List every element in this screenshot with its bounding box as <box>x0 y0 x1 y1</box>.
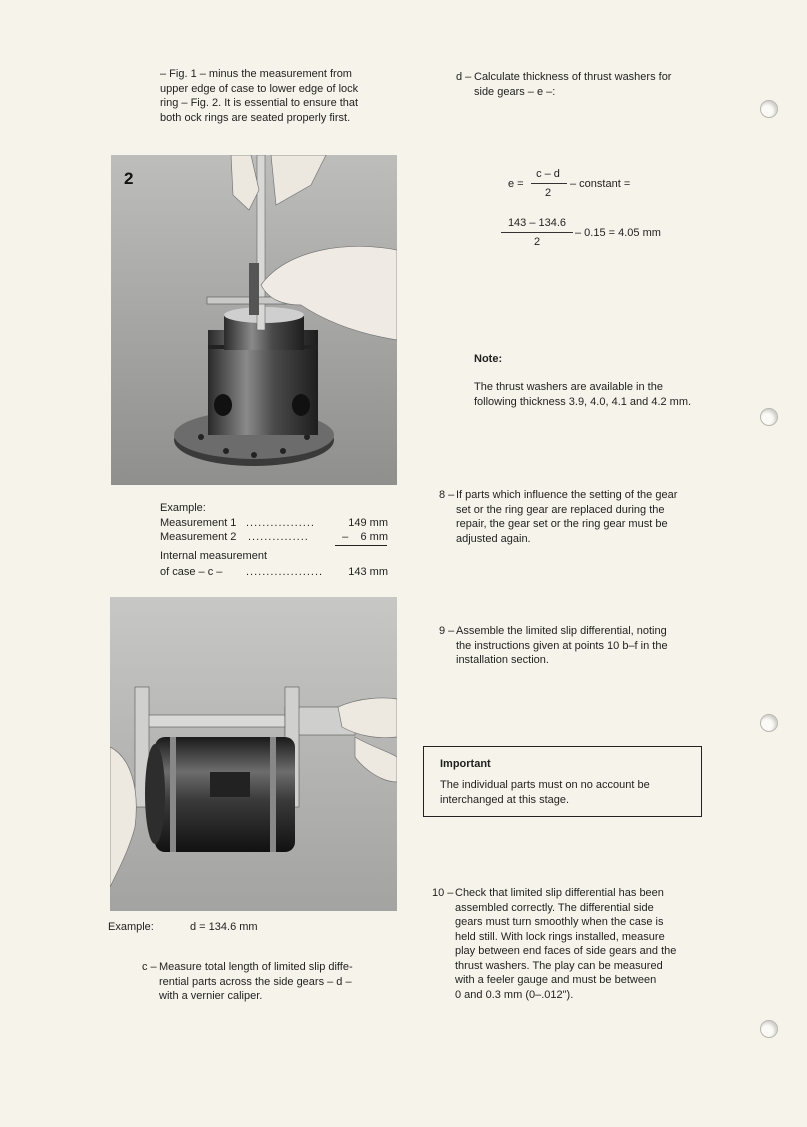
text-line: the instructions given at points 10 b–f in the <box>456 639 668 652</box>
binder-hole <box>760 1020 778 1038</box>
text-line: adjusted again. <box>456 532 531 545</box>
text-line: Check that limited slip differential has been <box>455 887 664 899</box>
note-text <box>474 380 704 409</box>
text-line: Calculate thickness of thrust washers for <box>474 71 672 83</box>
text-line: repair, the gear set or the ring gear must be <box>456 518 668 530</box>
formula-lhs: e = <box>508 178 524 190</box>
text-line: assembled correctly. The differential side <box>455 901 654 914</box>
text-line: thrust washers. The play can be measured <box>455 959 663 972</box>
measurement-1-row <box>160 516 390 531</box>
text-line: interchanged at this stage. <box>440 793 570 806</box>
leader-dots: ............... <box>248 531 309 543</box>
step-10-prefix: 10 – <box>432 887 454 899</box>
text-line: – Fig. 1 – minus the measurement from <box>160 68 352 80</box>
leader-dots: ................... <box>246 566 324 578</box>
text-line: set or the ring gear are replaced during the <box>456 503 665 516</box>
step-8-prefix: 8 – <box>439 489 455 501</box>
fraction-bar <box>501 232 573 233</box>
text-line: 0 and 0.3 mm (0–.012"). <box>455 988 574 1001</box>
formula-numerator-2: 143 – 134.6 <box>507 217 567 229</box>
text-line: The thrust washers are available in the <box>474 381 663 393</box>
step-d-text <box>474 70 704 99</box>
formula-numerator: c – d <box>536 168 560 180</box>
note-heading: Note: <box>474 353 503 365</box>
text-line: play between end faces of side gears and the <box>455 945 677 957</box>
measurement-1-label: Measurement 1 <box>160 516 237 529</box>
example-2-label: Example: <box>108 921 154 933</box>
step-9-prefix: 9 – <box>439 625 455 637</box>
measurement-2-row <box>160 530 390 545</box>
sum-rule <box>335 545 387 546</box>
measurement-2-value: – 6 mm <box>342 531 388 543</box>
step-10-text <box>455 886 701 1002</box>
leader-dots: ................. <box>246 516 315 529</box>
binder-hole <box>760 100 778 118</box>
step-c-prefix: c – <box>142 961 157 973</box>
depth-gauge-measurement-illustration <box>111 155 397 485</box>
text-line: Measure total length of limited slip diffe- <box>159 961 353 973</box>
intro-paragraph <box>160 67 389 125</box>
text-line: with a vernier caliper. <box>159 990 263 1002</box>
vernier-caliper-illustration <box>110 597 397 911</box>
text-line: both ock rings are seated properly first. <box>160 111 351 124</box>
text-line: If parts which influence the setting of the gear <box>456 489 678 501</box>
measurement-2-label: Measurement 2 <box>160 531 237 543</box>
caliper-photo <box>110 597 397 911</box>
case-measurement-row <box>160 565 390 580</box>
binder-hole <box>760 408 778 426</box>
important-box <box>423 746 702 817</box>
step-d-prefix: d – <box>456 71 472 83</box>
case-value: 143 mm <box>348 566 388 578</box>
figure-2-photo <box>111 155 397 485</box>
binder-hole <box>760 714 778 732</box>
important-heading: Important <box>440 758 491 770</box>
formula-denominator: 2 <box>544 187 552 199</box>
text-line: held still. With lock rings installed, measure <box>455 930 665 943</box>
fraction-bar <box>531 183 567 184</box>
important-text <box>440 778 686 807</box>
internal-measurement-label: Internal measurement <box>160 549 267 562</box>
text-line: with a feeler gauge and must be between <box>455 974 657 986</box>
step-c-text <box>159 960 387 1004</box>
measurement-1-value: 149 mm <box>348 516 388 529</box>
figure-number: 2 <box>124 169 134 188</box>
text-line: installation section. <box>456 654 549 666</box>
step-9-text <box>456 624 702 668</box>
formula-denominator-2: 2 <box>533 236 541 248</box>
formula-rhs: – constant = <box>570 178 631 190</box>
text-line: ring – Fig. 2. It is essential to ensure that <box>160 97 359 109</box>
text-line: gears must turn smoothly when the case is <box>455 916 664 928</box>
text-line: side gears – e –: <box>474 85 556 98</box>
example-measurements <box>160 501 390 580</box>
example-2-value: d = 134.6 mm <box>190 921 258 933</box>
text-line: following thickness 3.9, 4.0, 4.1 and 4.2 mm. <box>474 395 692 408</box>
text-line: The individual parts must on no account be <box>440 779 650 791</box>
example-heading: Example: <box>160 502 206 514</box>
formula-rhs-2: – 0.15 = 4.05 mm <box>575 227 661 239</box>
case-label: of case – c – <box>160 566 223 578</box>
text-line: rential parts across the side gears – d – <box>159 975 352 988</box>
step-8-text <box>456 488 702 546</box>
text-line: Assemble the limited slip differential, noting <box>456 625 667 637</box>
text-line: upper edge of case to lower edge of lock <box>160 82 359 95</box>
